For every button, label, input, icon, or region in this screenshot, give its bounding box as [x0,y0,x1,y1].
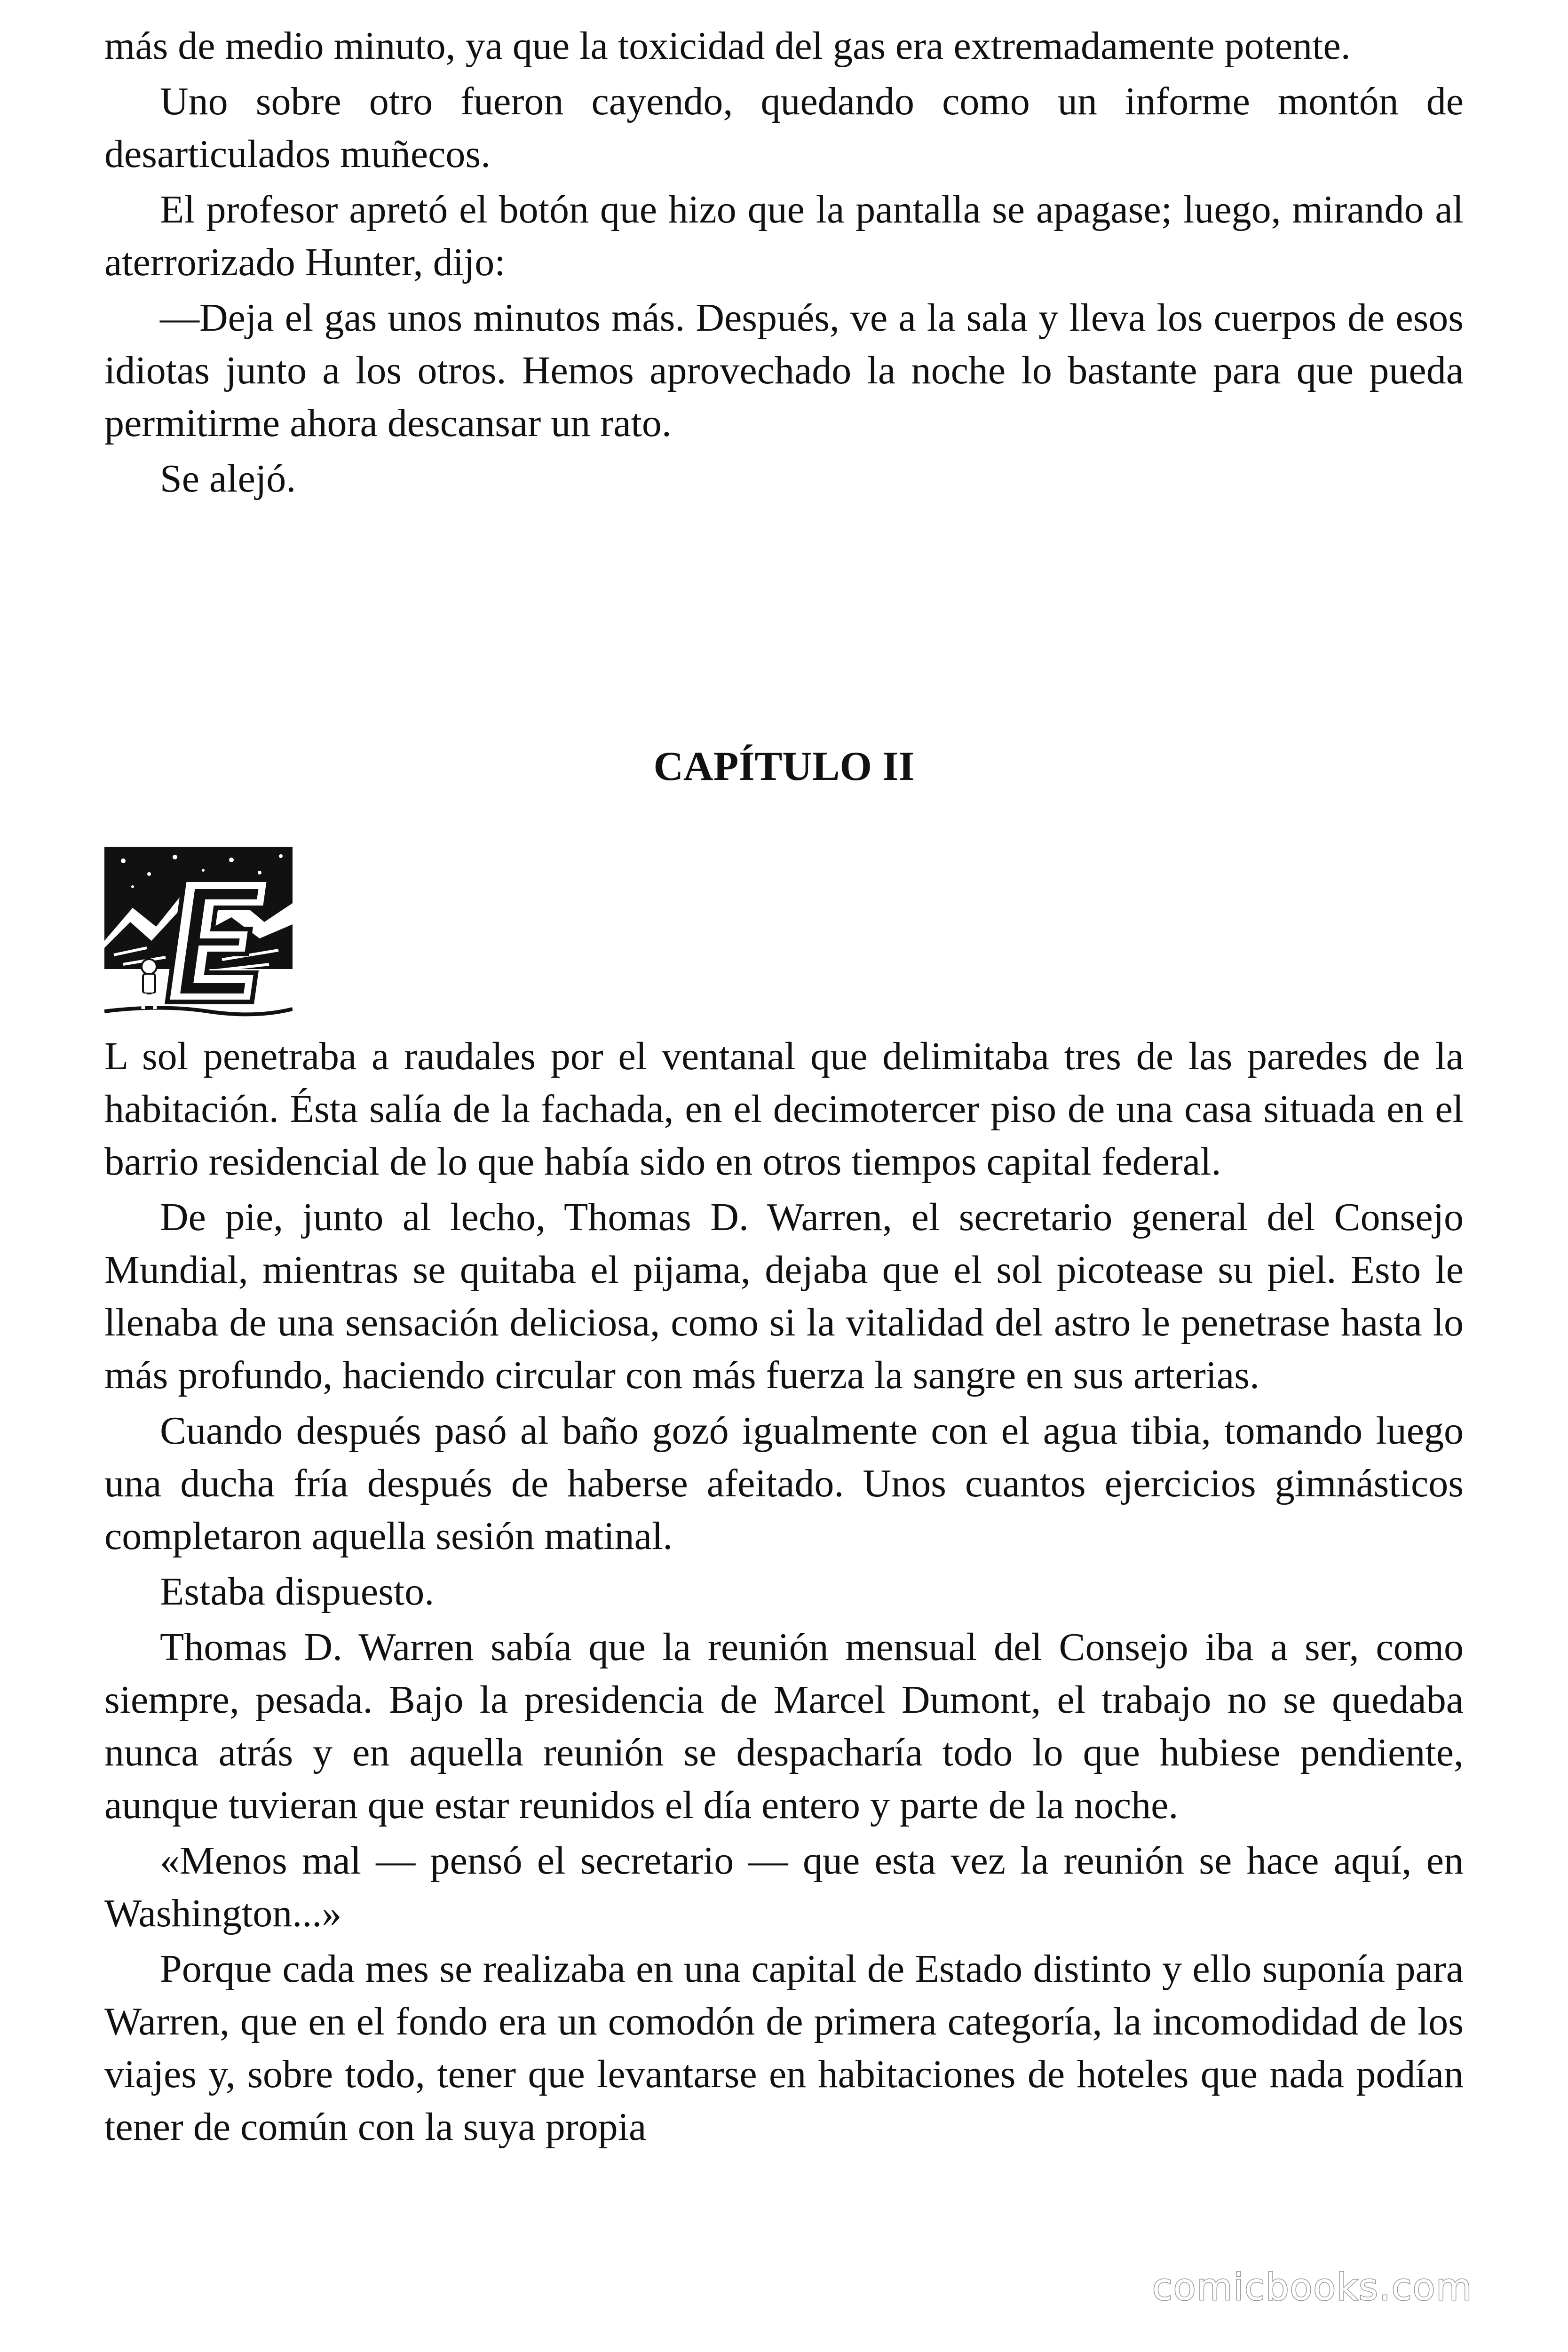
paragraph: El profesor apretó el botón que hizo que la pantalla se apagase; luego, mirando al aterrorizado Hunter, dijo: [104,188,1464,284]
paragraph: —Deja el gas unos minutos más. Después, ve a la sala y lleva los cuerpos de esos idiotas junto a los otros. Hemos aprovechado la noche lo bastante para que pueda permitirme ahora descansar un rato. [104,296,1464,445]
paragraph: Estaba dispuesto. [160,1570,435,1613]
paragraph: Porque cada mes se realizaba en una capital de Estado distinto y ello suponía para Warren, que en el fondo era un comodón de primera categoría, la incomodidad de los viajes y, sobre todo, tener que levantarse en habitaciones de hoteles que nada podían tener de común con la suya propia [104,1947,1464,2149]
paragraph: Cuando después pasó al baño gozó igualmente con el agua tibia, tomando luego una ducha fría después de haberse afeitado. Unos cuantos ejercicios gimnásticos completaron aquella sesión matinal. [104,1409,1464,1558]
paragraph: Se alejó. [160,457,296,501]
paragraph: L sol penetraba a raudales por el ventanal que delimitaba tres de las paredes de la habitación. Ésta salía de la fachada, en el decimotercer piso de una casa situada en el barrio residencial de lo que había sido en otros tiempos capital federal. [104,1034,1464,1184]
chapter-title: CAPÍTULO II [653,744,915,789]
paragraph: Thomas D. Warren sabía que la reunión mensual del Consejo iba a ser, como siempre, pesada. Bajo la presidencia de Marcel Dumont, el trabajo no se quedaba nunca atrás y en aquella reunión se despacharía todo lo que hubiese pendiente, aunque tuvieran que estar reunidos el día entero y parte de la noche. [104,1625,1464,1827]
paragraph: más de medio minuto, ya que la toxicidad del gas era extremadamente potente. [104,24,1351,68]
paragraph: «Menos mal — pensó el secretario — que esta vez la reunión se hace aquí, en Washington...» [104,1839,1464,1935]
chapter-body [104,1030,1464,2156]
paragraph: Uno sobre otro fueron cayendo, quedando como un informe montón de desarticulados muñecos. [104,79,1464,176]
paragraph: De pie, junto al lecho, Thomas D. Warren, el secretario general del Consejo Mundial, mientras se quitaba el pijama, dejaba que el sol picotease su piel. Esto le llenaba de una sensación deliciosa, como si la vitalidad del astro le penetrase hasta lo más profundo, haciendo circular con más fuerza la sangre en sus arterias. [104,1195,1464,1397]
illustrated-dropcap [104,847,293,1031]
watermark: comicbooks.com [1148,2266,1477,2309]
previous-chapter-ending [104,20,1464,508]
